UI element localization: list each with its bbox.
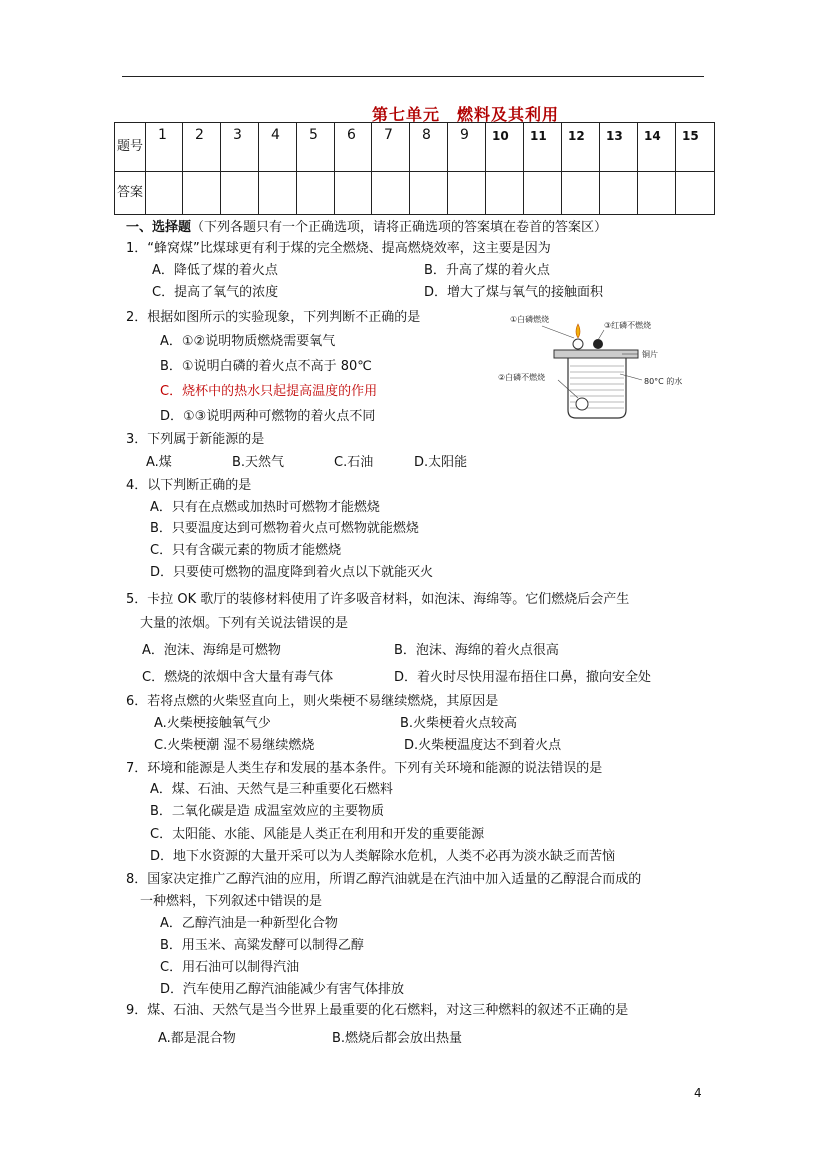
q7-option-a: A．煤、石油、天然气是三种重要化石燃料 bbox=[150, 782, 393, 797]
q1-stem: 1．“蜂窝煤”比煤球更有利于煤的完全燃烧、提高燃烧效率，这主要是因为 bbox=[126, 241, 551, 256]
number-cell: 7 bbox=[372, 123, 410, 172]
number-cell: 10 bbox=[486, 123, 524, 172]
number-cell: 13 bbox=[600, 123, 638, 172]
number-cell: 4 bbox=[259, 123, 297, 172]
answer-cell[interactable] bbox=[146, 172, 183, 215]
q1-option-b: B．升高了煤的着火点 bbox=[424, 263, 550, 278]
q8-stem-line1: 8．国家决定推广乙醇汽油的应用，所谓乙醇汽油就是在汽油中加入适量的乙醇混合而成的 bbox=[126, 872, 642, 887]
q9-option-b: B.燃烧后都会放出热量 bbox=[332, 1031, 463, 1046]
answer-cell[interactable] bbox=[221, 172, 259, 215]
q9-stem: 9．煤、石油、天然气是当今世界上最重要的化石燃料，对这三种燃料的叙述不正确的是 bbox=[126, 1003, 629, 1018]
label-white-not-burning: ②白磷不燃烧 bbox=[498, 373, 546, 382]
answer-cell[interactable] bbox=[676, 172, 715, 215]
answer-cell[interactable] bbox=[524, 172, 562, 215]
number-cell: 6 bbox=[335, 123, 372, 172]
q4-option-c: C．只有含碳元素的物质才能燃烧 bbox=[150, 543, 342, 558]
row-label-answer: 答案 bbox=[115, 172, 146, 215]
answer-row bbox=[115, 172, 715, 215]
q6-option-c: C.火柴梗潮 湿不易继续燃烧 bbox=[154, 738, 315, 753]
q1-option-c: C．提高了氧气的浓度 bbox=[152, 285, 279, 300]
q4-option-a: A．只有在点燃或加热时可燃物才能燃烧 bbox=[150, 500, 380, 515]
answer-cell[interactable] bbox=[486, 172, 524, 215]
answer-cell[interactable] bbox=[410, 172, 448, 215]
label-red-not-burning: ③红磷不燃烧 bbox=[604, 321, 652, 330]
answer-table bbox=[114, 122, 715, 215]
answer-cell[interactable] bbox=[183, 172, 221, 215]
q3-option-a: A.煤 bbox=[146, 455, 172, 470]
q2-option-c: C．烧杯中的热水只起提高温度的作用 bbox=[160, 384, 378, 399]
number-cell: 9 bbox=[448, 123, 486, 172]
q9-option-a: A.都是混合物 bbox=[158, 1031, 236, 1046]
answer-cell[interactable] bbox=[638, 172, 676, 215]
number-row bbox=[115, 123, 715, 172]
label-white-burning: ①白磷燃烧 bbox=[510, 315, 550, 324]
answer-cell[interactable] bbox=[335, 172, 372, 215]
q5-option-c: C．燃烧的浓烟中含大量有毒气体 bbox=[142, 670, 334, 685]
q6-option-a: A.火柴梗接触氧气少 bbox=[154, 716, 271, 731]
section-instruction: （下列各题只有一个正确选项，请将正确选项的答案填在卷首的答案区） bbox=[191, 220, 608, 235]
page-title: 第七单元 燃料及其利用 bbox=[372, 105, 560, 124]
answer-cell[interactable] bbox=[297, 172, 335, 215]
q6-option-d: D.火柴梗温度达不到着火点 bbox=[404, 738, 562, 753]
q4-option-d: D．只要使可燃物的温度降到着火点以下就能灭火 bbox=[150, 565, 434, 580]
q8-option-b: B．用玉米、高粱发酵可以制得乙醇 bbox=[160, 938, 364, 953]
q8-option-a: A．乙醇汽油是一种新型化合物 bbox=[160, 916, 338, 931]
q6-stem: 6．若将点燃的火柴竖直向上，则火柴梗不易继续燃烧，其原因是 bbox=[126, 694, 499, 709]
q5-option-d: D．着火时尽快用湿布捂住口鼻，撤向安全处 bbox=[394, 670, 652, 685]
q5-stem-line1: 5．卡拉 OK 歌厅的装修材料使用了许多吸音材料，如泡沫、海绵等。它们燃烧后会产生 bbox=[126, 592, 630, 607]
q2-option-d: D．①③说明两种可燃物的着火点不同 bbox=[160, 409, 376, 424]
label-copper: 铜片 bbox=[642, 350, 658, 359]
q7-option-b: B．二氧化碳是造 成温室效应的主要物质 bbox=[150, 804, 385, 819]
answer-cell[interactable] bbox=[600, 172, 638, 215]
beaker bbox=[568, 358, 626, 418]
q2-option-b: B．①说明白磷的着火点不高于 80℃ bbox=[160, 359, 372, 374]
q3-option-b: B.天然气 bbox=[232, 455, 285, 470]
answer-cell[interactable] bbox=[259, 172, 297, 215]
q7-stem: 7．环境和能源是人类生存和发展的基本条件。下列有关环境和能源的说法错误的是 bbox=[126, 761, 603, 776]
white-phosphorus-on-plate bbox=[573, 339, 583, 349]
experiment-figure bbox=[492, 308, 714, 424]
q5-option-b: B．泡沫、海绵的着火点很高 bbox=[394, 643, 559, 658]
section-heading-line bbox=[126, 219, 607, 237]
section-heading: 一、选择题 bbox=[126, 220, 192, 235]
q8-option-d: D．汽车使用乙醇汽油能减少有害气体排放 bbox=[160, 982, 405, 997]
q4-option-b: B．只要温度达到可燃物着火点可燃物就能燃烧 bbox=[150, 521, 419, 536]
answer-cell[interactable] bbox=[448, 172, 486, 215]
number-cell: 14 bbox=[638, 123, 676, 172]
q1-option-a: A．降低了煤的着火点 bbox=[152, 263, 278, 278]
q2-option-a: A．①②说明物质燃烧需要氧气 bbox=[160, 334, 336, 349]
label-hot-water: 80°C 的水 bbox=[644, 377, 683, 386]
q8-option-c: C．用石油可以制得汽油 bbox=[160, 960, 300, 975]
red-phosphorus bbox=[593, 339, 603, 349]
header-rule bbox=[122, 76, 704, 77]
q3-option-d: D.太阳能 bbox=[414, 455, 468, 470]
number-cell: 3 bbox=[221, 123, 259, 172]
q6-option-b: B.火柴梗着火点较高 bbox=[400, 716, 518, 731]
q4-stem: 4．以下判断正确的是 bbox=[126, 478, 252, 493]
q3-stem: 3．下列属于新能源的是 bbox=[126, 432, 265, 447]
row-label-number: 题号 bbox=[115, 123, 146, 172]
q5-stem-line2: 大量的浓烟。下列有关说法错误的是 bbox=[140, 616, 349, 631]
q3-option-c: C.石油 bbox=[334, 455, 374, 470]
answer-cell[interactable] bbox=[372, 172, 410, 215]
q7-option-c: C．太阳能、水能、风能是人类正在利用和开发的重要能源 bbox=[150, 827, 485, 842]
number-cell: 8 bbox=[410, 123, 448, 172]
number-cell: 5 bbox=[297, 123, 335, 172]
number-cell: 1 bbox=[146, 123, 183, 172]
q8-stem-line2: 一种燃料，下列叙述中错误的是 bbox=[140, 894, 323, 909]
number-cell: 11 bbox=[524, 123, 562, 172]
number-cell: 2 bbox=[183, 123, 221, 172]
q1-option-d: D．增大了煤与氧气的接触面积 bbox=[424, 285, 604, 300]
q5-option-a: A．泡沫、海绵是可燃物 bbox=[142, 643, 281, 658]
answer-cell[interactable] bbox=[562, 172, 600, 215]
q7-option-d: D．地下水资源的大量开采可以为人类解除水危机，人类不必再为淡水缺乏而苦恼 bbox=[150, 849, 616, 864]
page-number: 4 bbox=[694, 1086, 702, 1100]
number-cell: 15 bbox=[676, 123, 715, 172]
number-cell: 12 bbox=[562, 123, 600, 172]
white-phosphorus-in-water bbox=[576, 398, 588, 410]
q2-stem: 2．根据如图所示的实验现象，下列判断不正确的是 bbox=[126, 310, 421, 325]
flame-icon bbox=[576, 324, 580, 338]
